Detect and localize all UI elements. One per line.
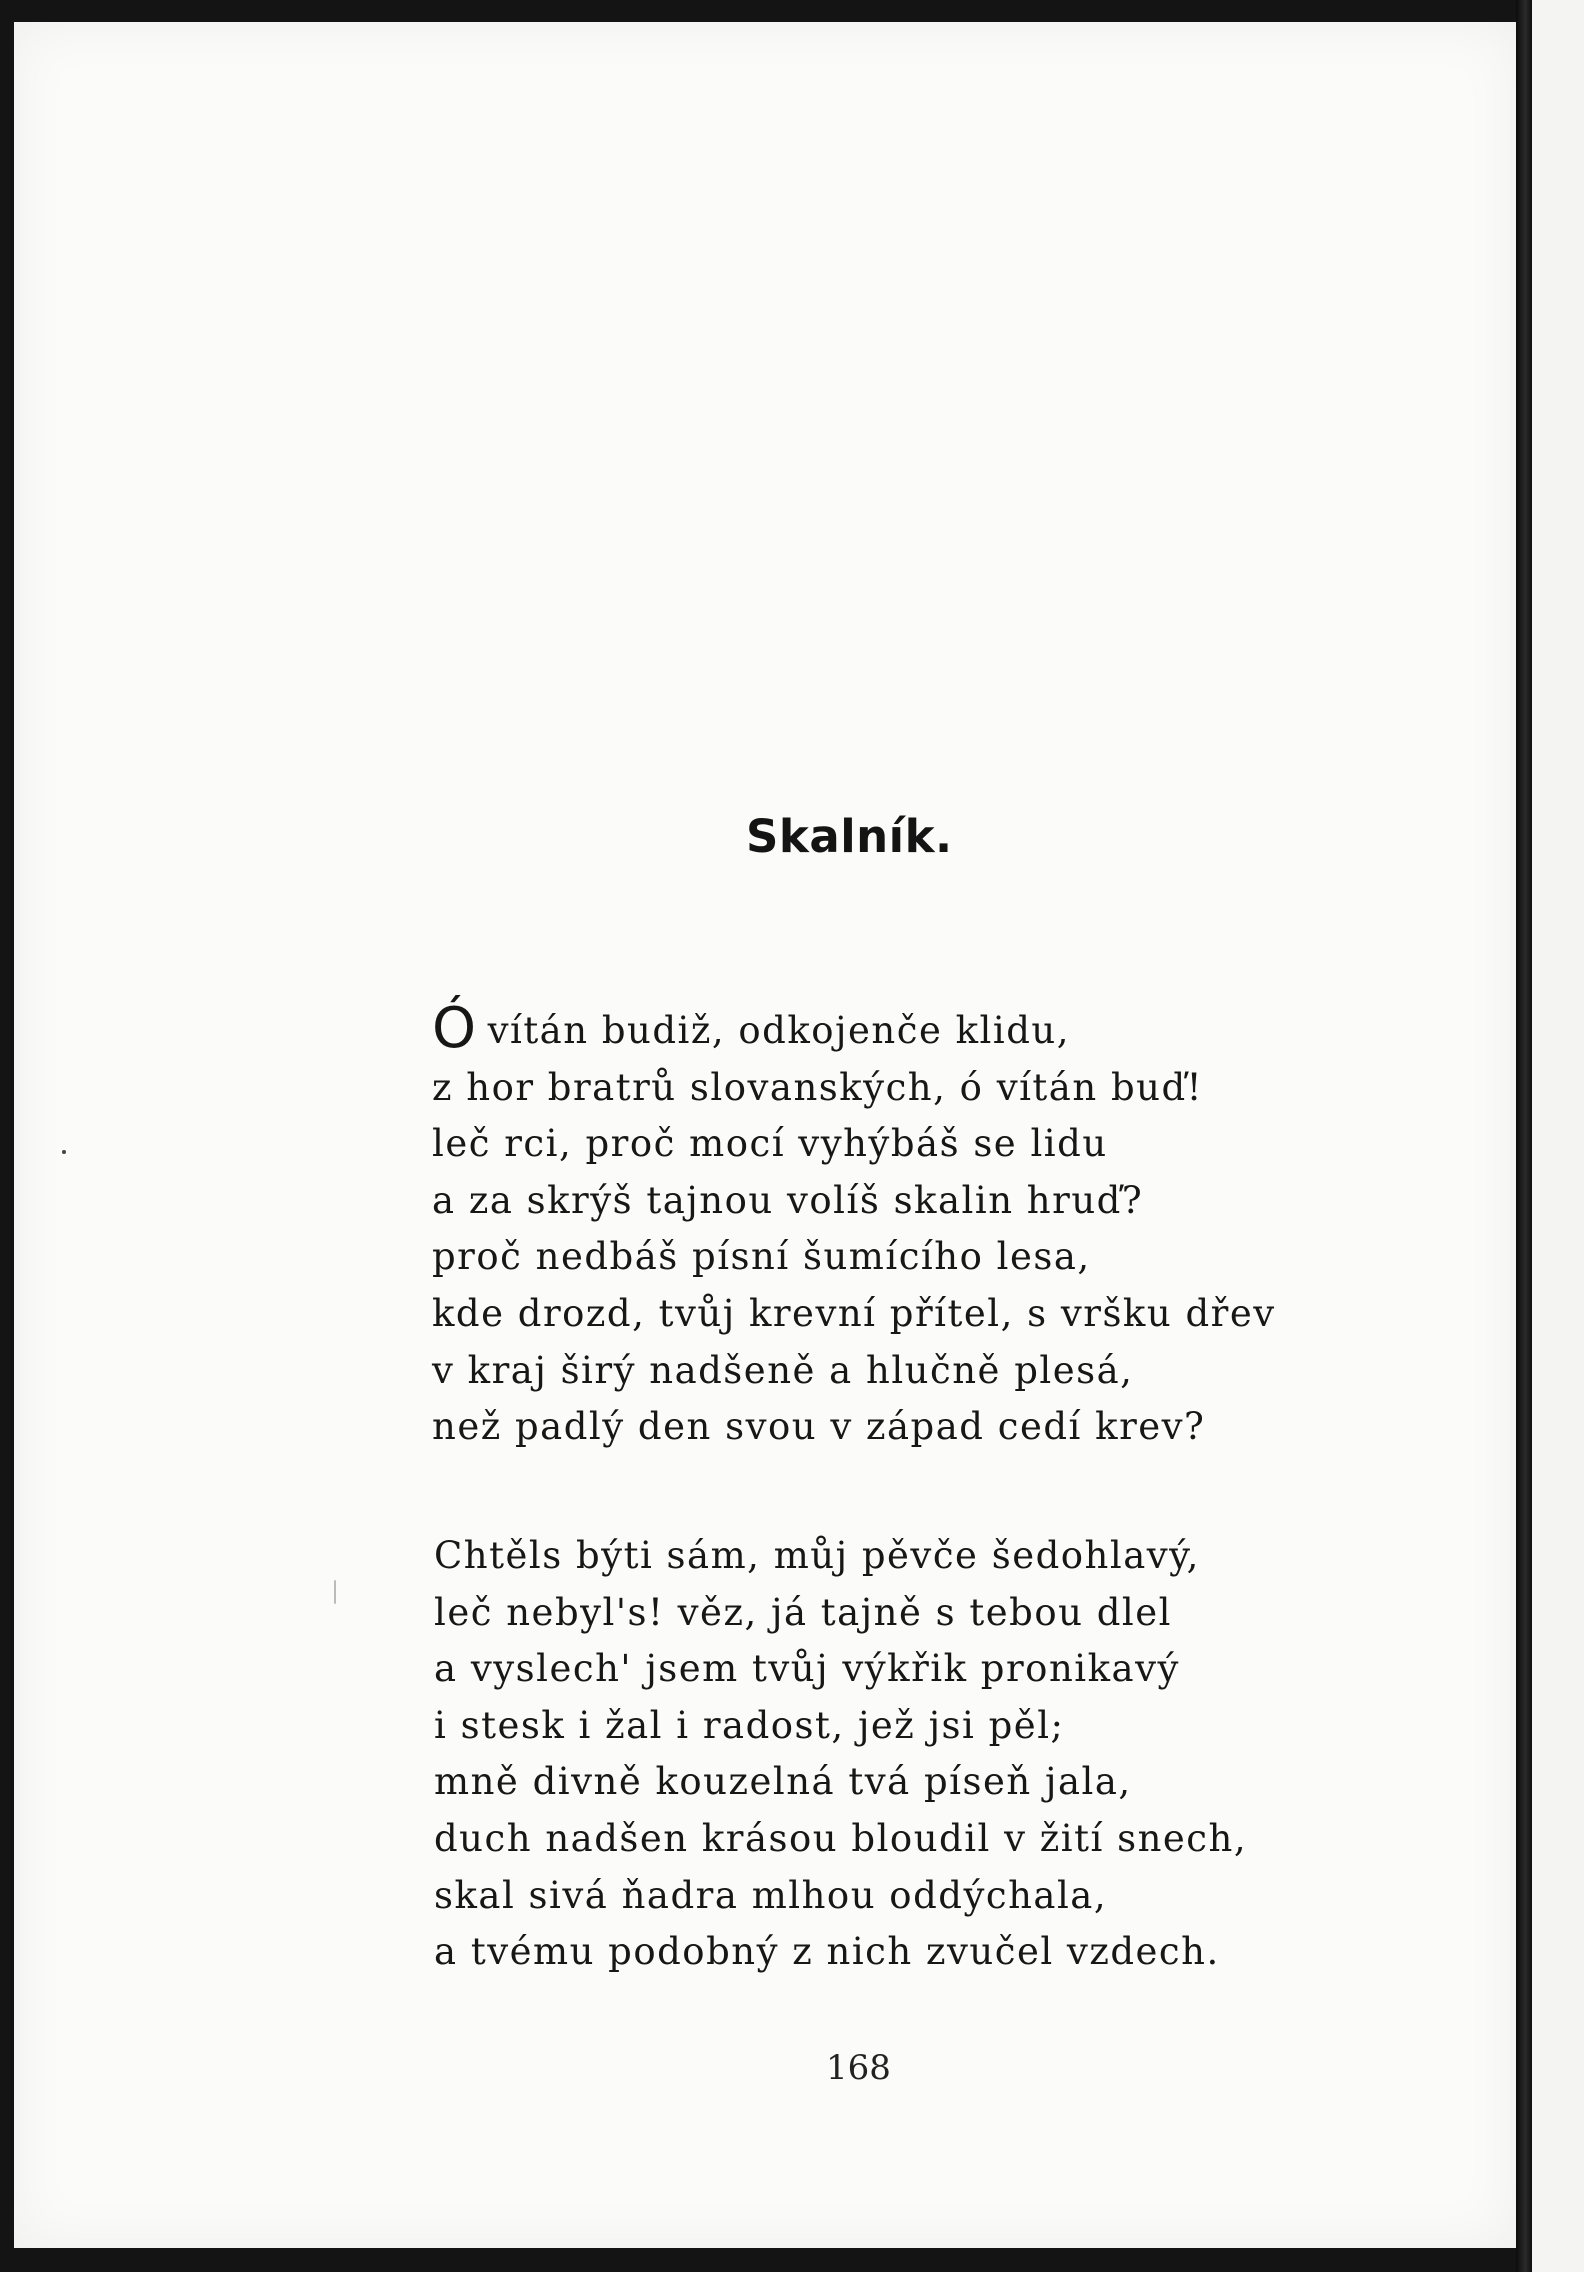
book-spine-shadow	[1516, 0, 1532, 2272]
next-page-edge	[1532, 0, 1584, 2272]
poem-line	[432, 996, 1276, 1061]
poem-line: skal sivá ňadra mlhou oddýchala,	[434, 1873, 1108, 1917]
page-number: 168	[826, 2048, 891, 2088]
poem-line: z hor bratrů slovanských, ó vítán buď!	[432, 1065, 1204, 1109]
poem-line: v kraj širý nadšeně a hlučně plesá,	[432, 1348, 1134, 1392]
drop-cap: Ó	[432, 996, 478, 1061]
poem-line: než padlý den svou v západ cedí krev?	[432, 1405, 1206, 1449]
poem-line: a vyslech' jsem tvůj výkřik pronikavý	[434, 1647, 1180, 1691]
poem-title: Skalník.	[746, 810, 953, 863]
poem-line: leč nebyl's! věz, já tajně s tebou dlel	[434, 1590, 1172, 1634]
poem-line: leč rci, proč mocí vyhýbáš se lidu	[432, 1122, 1108, 1166]
poem-line: Chtěls býti sám, můj pěvče šedohlavý,	[434, 1534, 1200, 1577]
stanza-1	[432, 996, 1276, 1456]
dust-speck	[334, 1580, 336, 1604]
poem-line: proč nedbáš písní šumícího lesa,	[432, 1235, 1091, 1279]
poem-line: i stesk i žal i radost, jež jsi pěl;	[434, 1703, 1065, 1747]
stanza-2	[434, 1528, 1247, 1981]
poem-line: a tvému podobný z nich zvučel vzdech.	[434, 1930, 1220, 1974]
poem-line: a za skrýš tajnou volíš skalin hruď?	[432, 1178, 1144, 1222]
dust-speck	[62, 1150, 66, 1154]
poem-line-text: vítán budiž, odkojenče klidu,	[487, 1009, 1070, 1052]
poem-line: duch nadšen krásou bloudil v žití snech,	[434, 1816, 1248, 1860]
poem-line: mně divně kouzelná tvá píseň jala,	[434, 1760, 1132, 1804]
poem-line: kde drozd, tvůj krevní přítel, s vršku dřev	[432, 1291, 1276, 1335]
